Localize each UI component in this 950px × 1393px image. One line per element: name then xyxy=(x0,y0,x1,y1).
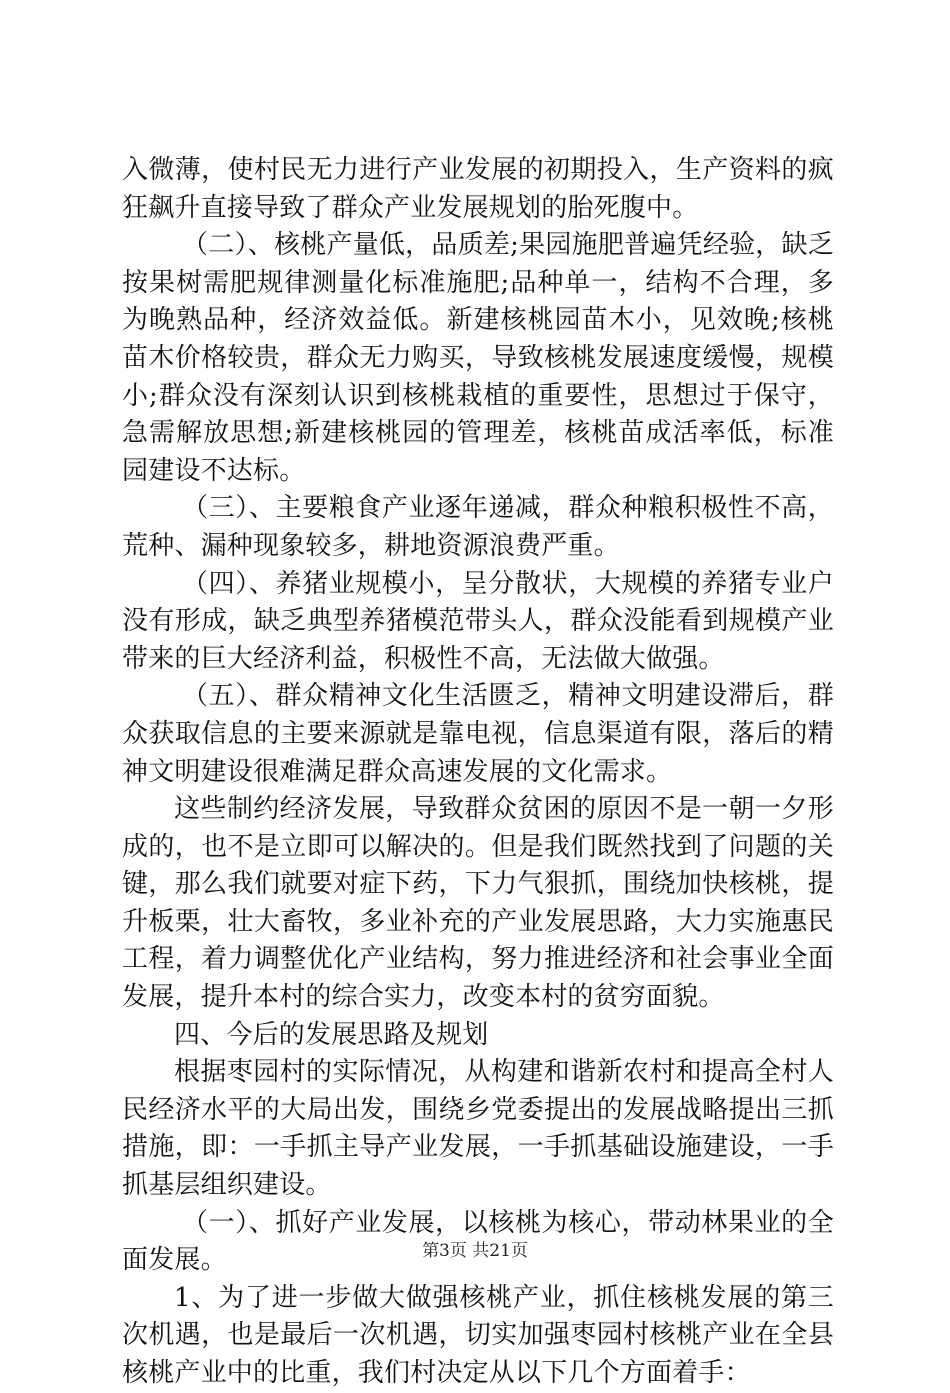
paragraph-plan-subitem-1: 1、为了进一步做大做强核桃产业，抓住核桃发展的第三次机遇，也是最后一次机遇，切实加强枣园村核桃产业在全县核桃产业中的比重，我们村决定从以下几个方面着手： xyxy=(122,1282,834,1388)
paragraph-plan-intro: 根据枣园村的实际情况，从构建和谐新农村和提高全村人民经济水平的大局出发，围绕乡党委提出的发展战略提出三抓措施，即：一手抓主导产业发展，一手抓基础设施建设，一手抓基层组织建设。 xyxy=(122,1057,834,1201)
paragraph-summary: 这些制约经济发展，导致群众贫困的原因不是一朝一夕形成的，也不是立即可以解决的。但是我们既然找到了问题的关键，那么我们就要对症下药，下力气狠抓，围绕加快核桃，提升板栗，壮大畜牧，多业补充的产业发展思路，大力实施惠民工程，着力调整优化产业结构，努力推进经济和社会事业全面发展，提升本村的综合实力，改变本村的贫穷面貌。 xyxy=(122,794,834,1013)
paragraph-plan-item-1: （一）、抓好产业发展，以核桃为核心，带动林果业的全面发展。 xyxy=(122,1207,834,1276)
paragraph-item-3: （三）、主要粮食产业逐年递减，群众种粮积极性不高，荒种、漏种现象较多，耕地资源浪费严重。 xyxy=(122,493,834,561)
paragraph-item-4: （四）、养猪业规模小，呈分散状，大规模的养猪专业户没有形成，缺乏典型养猪模范带头人，群众没能看到规模产业带来的巨大经济利益，积极性不高，无法做大做强。 xyxy=(122,568,834,674)
page-number-footer: 第3页 共21页 xyxy=(422,1241,528,1261)
paragraph-item-2: （二）、核桃产量低，品质差;果园施肥普遍凭经验，缺乏按果树需肥规律测量化标准施肥;品种单一，结构不合理，多为晚熟品种，经济效益低。新建核桃园苗木小，见效晚;核桃苗木价格较贵，群众无力购买，导致核桃发展速度缓慢，规模小;群众没有深刻认识到核桃栽植的重要性，思想过于保守，急需解放思想;新建核桃园的管理差，核桃苗成活率低，标准园建设不达标。 xyxy=(122,230,834,486)
paragraph-item-5: （五）、群众精神文化生活匮乏，精神文明建设滞后，群众获取信息的主要来源就是靠电视，信息渠道有限，落后的精神文明建设很难满足群众高速发展的文化需求。 xyxy=(122,681,834,787)
paragraph-continuation: 入微薄，使村民无力进行产业发展的初期投入，生产资料的疯狂飙升直接导致了群众产业发展规划的胎死腹中。 xyxy=(122,155,834,223)
document-body xyxy=(122,152,834,1393)
section-heading: 四、今后的发展思路及规划 xyxy=(174,1019,489,1050)
